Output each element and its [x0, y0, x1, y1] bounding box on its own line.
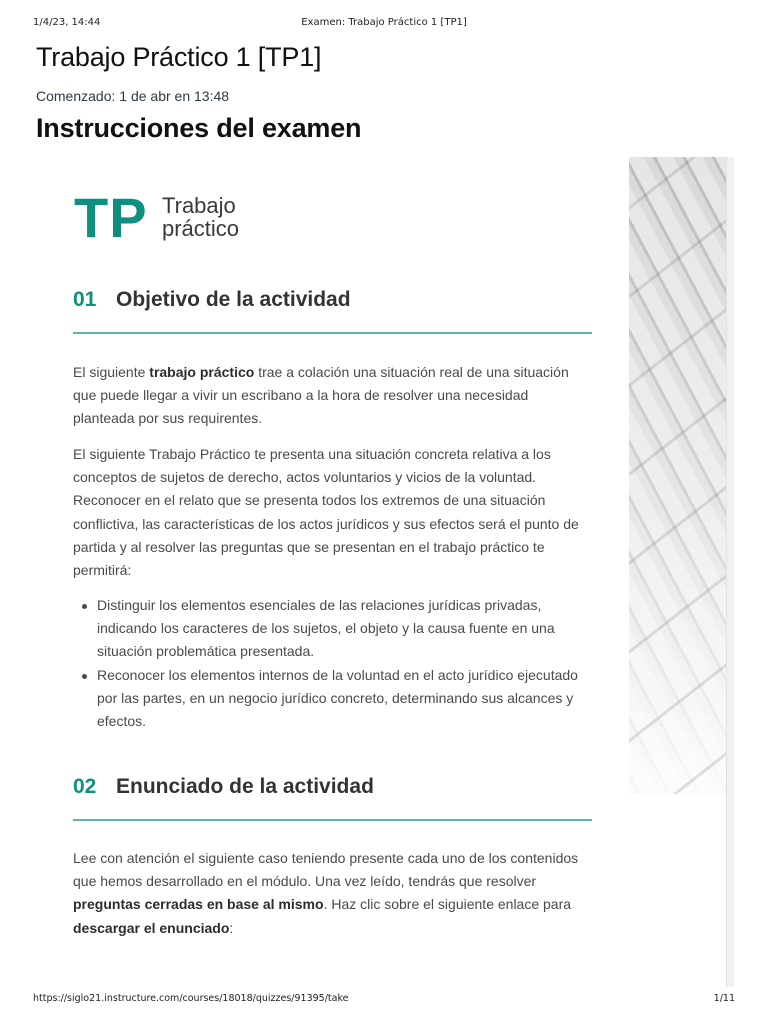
section-1-heading — [73, 288, 592, 334]
print-header — [33, 17, 735, 31]
text-run: : — [229, 919, 234, 936]
section-1-paragraph-2: El siguiente Trabajo Práctico te presenta una situación concreta relativa a los conceptos de sujetos de derecho, actos voluntarios y vicios de la voluntad. Reconocer en el relato que se presenta todos los extremos de una situación conflictiva, las características de los actos jurídicos y sus efectos será el punto de partida y al resolver las preguntas que se presentan en el trabajo práctico te permitirá: — [73, 446, 579, 579]
bold-run: descargar el enunciado — [73, 919, 230, 936]
tp-logo-words — [162, 194, 239, 240]
text-run: . Haz clic sobre el siguiente enlace para — [323, 896, 572, 913]
bold-run: preguntas cerradas en base al mismo — [73, 896, 324, 913]
print-url: https://siglo21.instructure.com/courses/18018/quizzes/91395/take — [33, 993, 349, 1004]
section-2-title: Enunciado de la actividad — [116, 775, 374, 798]
text-run: El siguiente — [73, 364, 150, 380]
decorative-side-image — [629, 157, 726, 794]
text-run: Lee con atención el siguiente caso teniendo presente cada uno de los contenidos que hemos desarrollado en el módulo. Una vez leído, tendrás que resolver — [73, 850, 579, 890]
print-page-number: 1/11 — [713, 993, 735, 1004]
section-2-number: 02 — [73, 775, 97, 798]
print-datetime: 1/4/23, 14:44 — [33, 17, 101, 28]
scrollbar[interactable] — [726, 157, 734, 987]
objectives-list — [73, 594, 593, 733]
print-doc-title: Examen: Trabajo Práctico 1 [TP1] — [301, 17, 467, 28]
tp-logo-line1: Trabajo — [162, 193, 236, 218]
section-1-title: Objetivo de la actividad — [116, 288, 351, 311]
page-title: Trabajo Práctico 1 [TP1] — [36, 42, 322, 72]
list-item: Distinguir los elementos esenciales de las relaciones jurídicas privadas, indicando los caracteres de los sujetos, el objeto y la causa fuente en una situación problemática presentada. — [73, 594, 593, 664]
tp-logo-line2: práctico — [162, 216, 240, 241]
bold-run: trabajo práctico — [149, 364, 255, 380]
section-1-number: 01 — [73, 288, 97, 311]
section-title: Instrucciones del examen — [36, 113, 362, 143]
list-item: Reconocer los elementos internos de la voluntad en el acto jurídico ejecutado por las partes, en un negocio jurídico concreto, determinando sus alcances y efectos. — [73, 664, 593, 734]
section-1-paragraph-1 — [73, 361, 593, 431]
print-footer — [33, 993, 735, 1007]
started-timestamp: Comenzado: 1 de abr en 13:48 — [36, 88, 230, 104]
text-run: trae a colación una situación real de una situación que puede llegar a vivir un escribano a la hora de resolver una necesidad planteada por sus requirentes. — [73, 364, 569, 427]
tp-logo-mark: TP — [74, 186, 148, 249]
section-2-paragraph-1 — [73, 847, 593, 940]
section-2-heading — [73, 775, 592, 821]
